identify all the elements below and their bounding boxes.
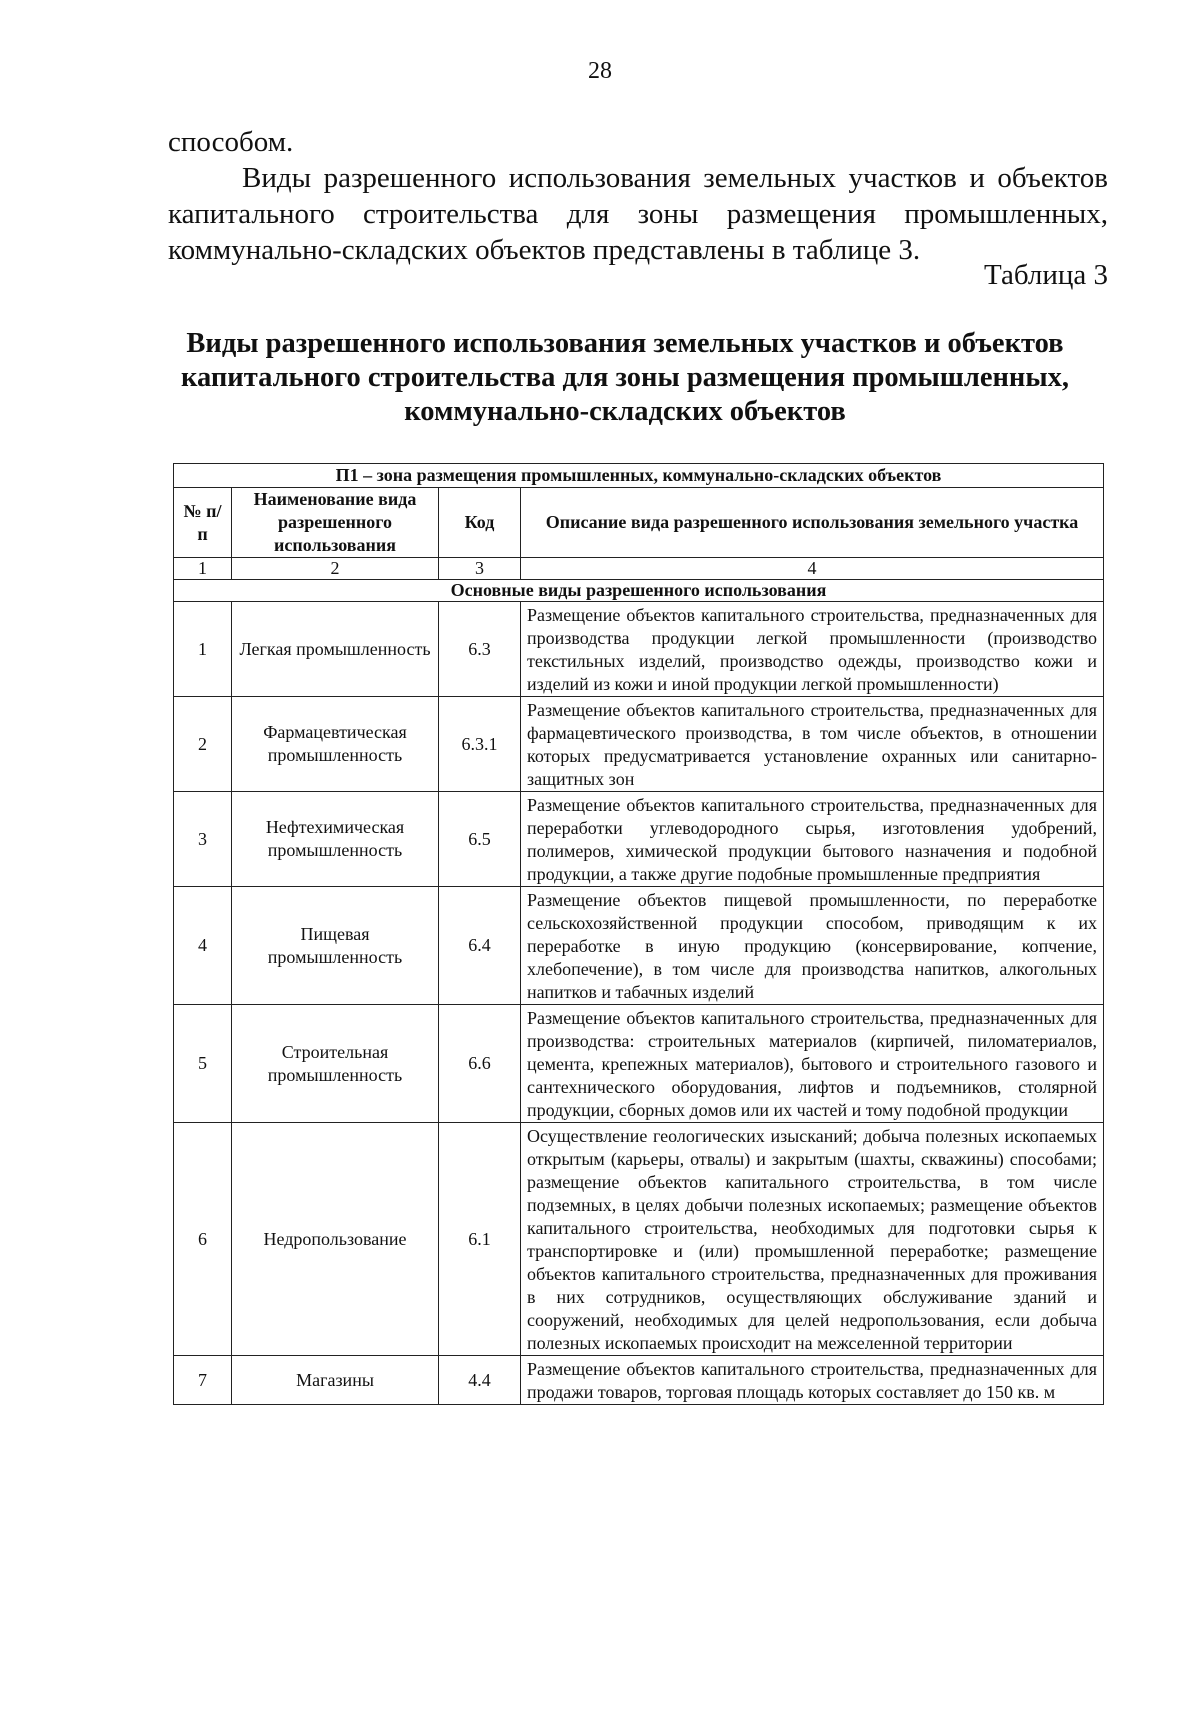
column-number: 2 (232, 558, 439, 580)
use-description: Размещение объектов капитального строительства, предназначенных для производства продукции легкой промышленности (производство текстильных изделий, производство одежды, производство кожи и изделий из кожи и иной продукции легкой промышленности) (521, 602, 1104, 697)
use-name: Легкая промышленность (232, 602, 439, 697)
column-number: 3 (439, 558, 521, 580)
use-description: Размещение объектов капитального строительства, предназначенных для фармацевтического производства, в том числе объектов, в отношении которых предусматривается установление охранных или санитарно-защитных зон (521, 697, 1104, 792)
row-number: 7 (174, 1356, 232, 1405)
page-number: 28 (588, 58, 612, 84)
row-number: 6 (174, 1123, 232, 1356)
use-code: 6.3.1 (439, 697, 521, 792)
use-name: Недропользование (232, 1123, 439, 1356)
table-row (174, 697, 1104, 792)
intro-paragraph: Виды разрешенного использования земельных участков и объектов капитального строительства для зоны размещения промышленных, коммунально-складских объектов представлены в таблице 3. (168, 162, 1108, 266)
column-number: 1 (174, 558, 232, 580)
header-num: № п/п (174, 488, 232, 558)
zone-caption: П1 – зона размещения промышленных, коммунально-складских объектов (174, 464, 1104, 488)
row-number: 1 (174, 602, 232, 697)
zone-caption-row (174, 464, 1104, 488)
table-title: Виды разрешенного использования земельных участков и объектов капитального строительства для зоны размещения промышленных, коммунально-складских объектов (181, 328, 1069, 427)
use-description: Размещение объектов капитального строительства, предназначенных для производства: строительных материалов (кирпичей, пиломатериалов, цемента, крепежных материалов), бытового и строительного газового и сантехнического оборудования, лифтов и подъемников, столярной продукции, сборных домов или их частей и тому подобной продукции (521, 1005, 1104, 1123)
table-row (174, 1005, 1104, 1123)
use-name: Нефтехимическая промышленность (232, 792, 439, 887)
use-description: Осуществление геологических изысканий; добыча полезных ископаемых открытым (карьеры, отвалы) и закрытым (шахты, скважины) способами; размещение объектов капитального строительства, в том числе подземных, в целях добычи полезных ископаемых; размещение объектов капитального строительства, необходимых для подготовки сырья к транспортировке и (или) промышленной переработке; размещение объектов капитального строительства, предназначенных для проживания в них сотрудников, осуществляющих обслуживание зданий и сооружений, необходимых для целей недропользования, если добыча полезных ископаемых происходит на межселенной территории (521, 1123, 1104, 1356)
land-use-table (173, 463, 1104, 1405)
header-name: Наименование вида разрешенного использования (232, 488, 439, 558)
section-title: Основные виды разрешенного использования (174, 580, 1104, 602)
use-description: Размещение объектов капитального строительства, предназначенных для продажи товаров, торговая площадь которых составляет до 150 кв. м (521, 1356, 1104, 1405)
header-desc: Описание вида разрешенного использования земельного участка (521, 488, 1104, 558)
column-number: 4 (521, 558, 1104, 580)
table-row (174, 1356, 1104, 1405)
table-row (174, 887, 1104, 1005)
use-name: Магазины (232, 1356, 439, 1405)
row-number: 4 (174, 887, 232, 1005)
use-code: 6.4 (439, 887, 521, 1005)
row-number: 2 (174, 697, 232, 792)
use-name: Строительная промышленность (232, 1005, 439, 1123)
table-row (174, 602, 1104, 697)
use-name: Фармацевтическая промышленность (232, 697, 439, 792)
use-code: 6.6 (439, 1005, 521, 1123)
table-label: Таблица 3 (983, 259, 1108, 291)
use-code: 6.5 (439, 792, 521, 887)
use-description: Размещение объектов пищевой промышленности, по переработке сельскохозяйственной продукции способом, приводящим к их переработке в иную продукцию (консервирование, копчение, хлебопечение), в том числе для производства напитков, алкогольных напитков и табачных изделий (521, 887, 1104, 1005)
header-code: Код (439, 488, 521, 558)
use-code: 6.1 (439, 1123, 521, 1356)
row-number: 5 (174, 1005, 232, 1123)
table-row (174, 792, 1104, 887)
row-number: 3 (174, 792, 232, 887)
use-description: Размещение объектов капитального строительства, предназначенных для переработки углеводородного сырья, изготовления удобрений, полимеров, химической продукции бытового назначения и подобной продукции, а также другие подобные промышленные предприятия (521, 792, 1104, 887)
table-row (174, 1123, 1104, 1356)
section-row (174, 580, 1104, 602)
use-name: Пищевая промышленность (232, 887, 439, 1005)
use-code: 6.3 (439, 602, 521, 697)
use-code: 4.4 (439, 1356, 521, 1405)
paragraph-continuation: способом. (168, 126, 294, 158)
header-row (174, 488, 1104, 558)
column-number-row (174, 558, 1104, 580)
